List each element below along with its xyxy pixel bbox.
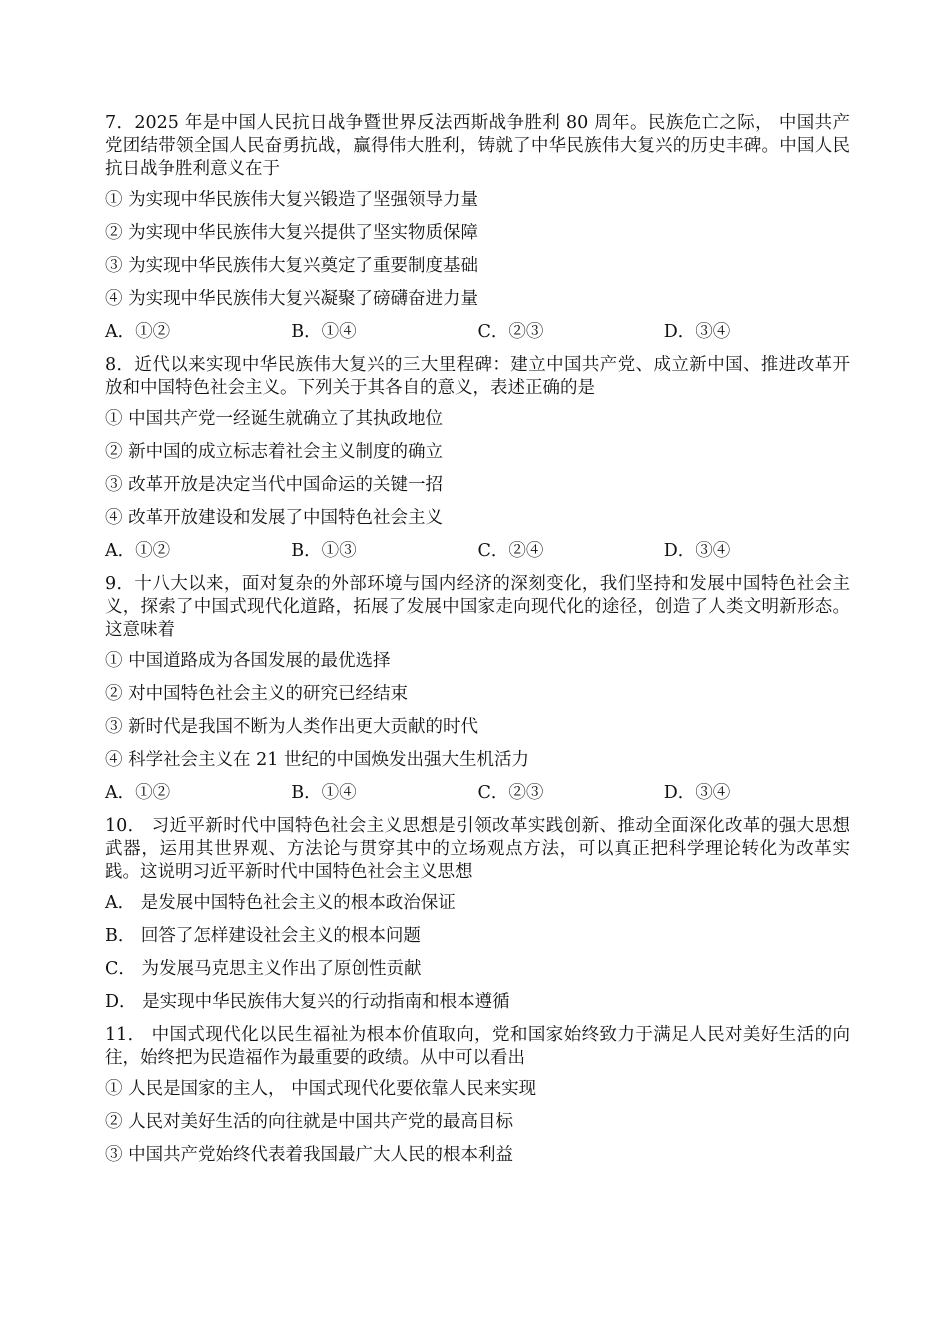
statement-option: ④ 科学社会主义在 21 世纪的中国焕发出强大生机活力 [105, 750, 529, 770]
exam-page [105, 112, 850, 1177]
answer-choice-a[interactable]: A． 是发展中国特色社会主义的根本政治保证 [105, 893, 456, 913]
statement-option: ① 中国共产党一经诞生就确立了其执政地位 [105, 409, 444, 429]
question-7 [105, 112, 850, 344]
answer-choice-d[interactable]: D．③④ [663, 541, 731, 561]
answer-choices [105, 321, 850, 344]
answer-choice-b[interactable]: B．①③ [291, 541, 357, 561]
answer-choice-a[interactable]: A．①② [105, 783, 171, 803]
question-stem: 8．近代以来实现中华民族伟大复兴的三大里程碑：建立中国共产党、成立新中国、推进改革开放和中国特色社会主义。下列关于其各自的意义，表述正确的是 [105, 355, 850, 398]
statement-option: ③ 中国共产党始终代表着我国最广大人民的根本利益 [105, 1145, 514, 1165]
statement-option: ② 为实现中华民族伟大复兴提供了坚实物质保障 [105, 223, 479, 243]
question-8 [105, 354, 850, 563]
answer-choice-c[interactable]: C．②④ [477, 541, 544, 561]
answer-choices [105, 782, 850, 805]
question-stem: 9．十八大以来，面对复杂的外部环境与国内经济的深刻变化，我们坚持和发展中国特色社会主义，探索了中国式现代化道路，拓展了发展中国家走向现代化的途径，创造了人类文明新形态。这意味着 [105, 574, 850, 640]
answer-choice-b[interactable]: B．①④ [291, 322, 357, 342]
statement-option: ③ 新时代是我国不断为人类作出更大贡献的时代 [105, 717, 479, 737]
answer-choice-a[interactable]: A．①② [105, 541, 171, 561]
question-9 [105, 573, 850, 805]
statement-option: ④ 改革开放建设和发展了中国特色社会主义 [105, 508, 444, 528]
statement-option: ① 为实现中华民族伟大复兴锻造了坚强领导力量 [105, 190, 479, 210]
answer-choice-c[interactable]: C． 为发展马克思主义作出了原创性贡献 [105, 959, 422, 979]
statement-option: ③ 改革开放是决定当代中国命运的关键一招 [105, 475, 444, 495]
statement-option: ① 中国道路成为各国发展的最优选择 [105, 651, 391, 671]
statement-option: ① 人民是国家的主人， 中国式现代化要依靠人民来实现 [105, 1079, 537, 1099]
statement-option: ③ 为实现中华民族伟大复兴奠定了重要制度基础 [105, 256, 479, 276]
answer-choice-b[interactable]: B．①④ [291, 783, 357, 803]
answer-choice-a[interactable]: A．①② [105, 322, 171, 342]
statement-option: ② 对中国特色社会主义的研究已经结束 [105, 684, 409, 704]
question-stem: 7．2025 年是中国人民抗日战争暨世界反法西斯战争胜利 80 周年。民族危亡之际， 中国共产党团结带领全国人民奋勇抗战，赢得伟大胜利，铸就了中华民族伟大复兴的历史丰碑。中国人民抗日战争胜利意义在于 [105, 113, 850, 179]
question-11 [105, 1024, 850, 1167]
statement-option: ② 人民对美好生活的向往就是中国共产党的最高目标 [105, 1112, 514, 1132]
answer-choice-d[interactable]: D．③④ [663, 322, 731, 342]
answer-choices [105, 540, 850, 563]
statement-option: ④ 为实现中华民族伟大复兴凝聚了磅礴奋进力量 [105, 289, 479, 309]
answer-choice-d[interactable]: D．③④ [663, 783, 731, 803]
answer-choice-d[interactable]: D． 是实现中华民族伟大复兴的行动指南和根本遵循 [105, 992, 510, 1012]
answer-choice-c[interactable]: C．②③ [477, 322, 544, 342]
answer-choice-c[interactable]: C．②③ [477, 783, 544, 803]
statement-option: ② 新中国的成立标志着社会主义制度的确立 [105, 442, 444, 462]
question-stem: 10． 习近平新时代中国特色社会主义思想是引领改革实践创新、推动全面深化改革的强大思想武器，运用其世界观、方法论与贯穿其中的立场观点方法，可以真正把科学理论转化为改革实践。这说明习近平新时代中国特色社会主义思想 [105, 816, 850, 882]
answer-choice-b[interactable]: B． 回答了怎样建设社会主义的根本问题 [105, 926, 421, 946]
question-stem: 11． 中国式现代化以民生福祉为根本价值取向，党和国家始终致力于满足人民对美好生活的向往，始终把为民造福作为最重要的政绩。从中可以看出 [105, 1025, 850, 1068]
question-10 [105, 815, 850, 1014]
